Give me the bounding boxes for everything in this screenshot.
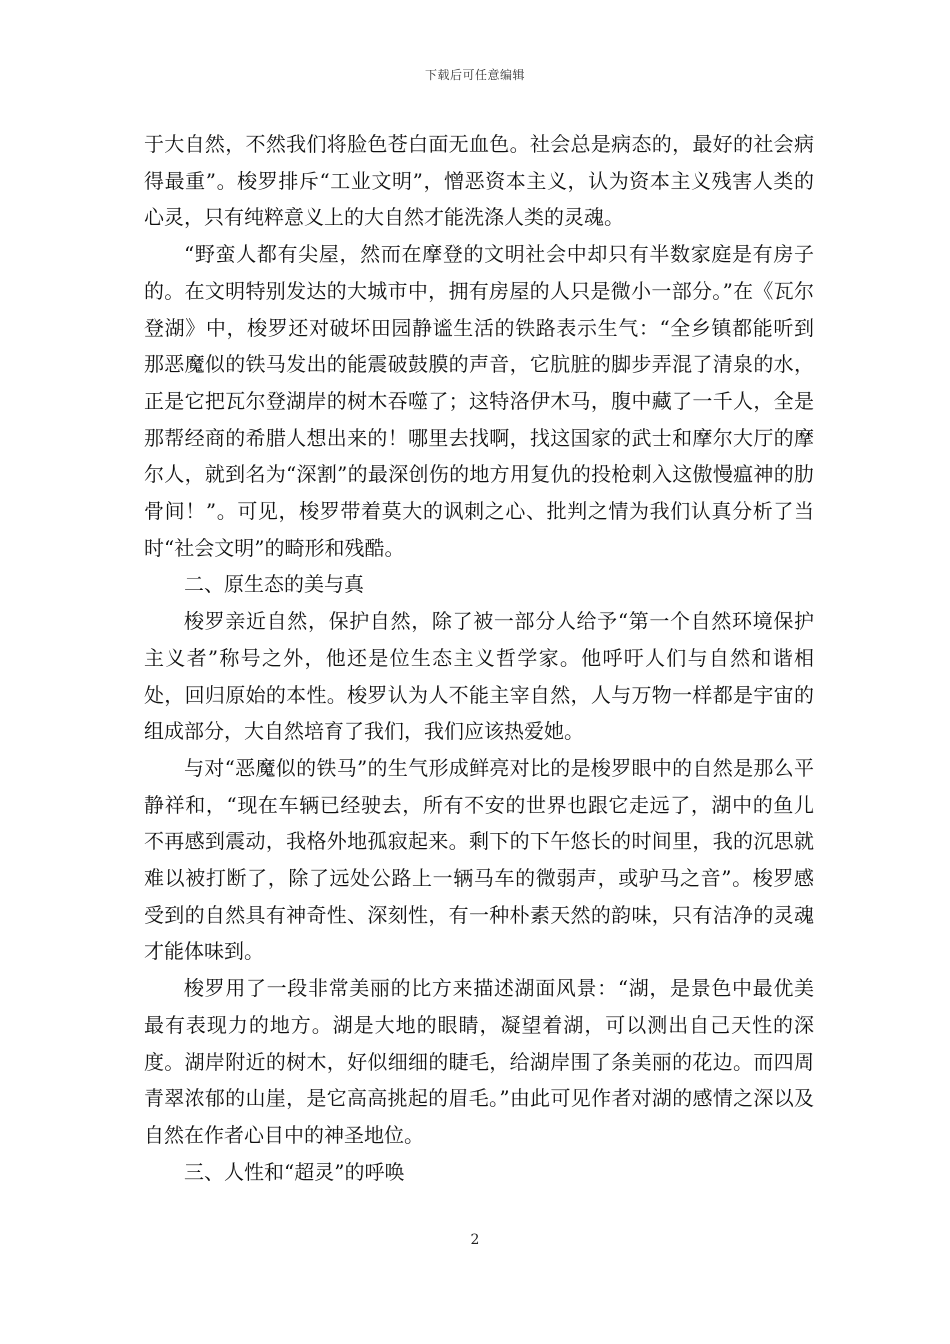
paragraph: “野蛮人都有尖屋，然而在摩登的文明社会中却只有半数家庭是有房子的。在文明特别发达的大城市中，拥有房屋的人只是微小一部分。”在《瓦尔登湖》中，梭罗还对破坏田园静谧生活的铁路表示生气：“全乡镇都能听到那恶魔似的铁马发出的能震破鼓膜的声音，它肮脏的脚步弄混了清泉的水，正是它把瓦尔登湖岸的树木吞噬了；这特洛伊木马，腹中藏了一千人，全是那帮经商的希腊人想出来的！哪里去找啊，找这国家的武士和摩尔大厅的摩尔人，就到名为“深割”的最深创伤的地方用复仇的投枪刺入这傲慢瘟神的肋骨间！”。可见，梭罗带着莫大的讽刺之心、批判之情为我们认真分析了当时“社会文明”的畸形和残酷。 [144,242,814,560]
page-number: 2 [470,1232,480,1248]
paragraph: 梭罗用了一段非常美丽的比方来描述湖面风景：“湖，是景色中最优美最有表现力的地方。湖是大地的眼睛，凝望着湖，可以测出自己天性的深度。湖岸附近的树木，好似细细的睫毛，给湖岸围了条美丽的花边。而四周青翠浓郁的山崖，是它高高挑起的眉毛。”由此可见作者对湖的感情之深以及自然在作者心目中的神圣地位。 [144,976,814,1147]
section-heading: 二、原生态的美与真 [184,572,364,597]
document-body [144,126,814,1190]
paragraph: 与对“恶魔似的铁马”的生气形成鲜亮对比的是梭罗眼中的自然是那么平静祥和，“现在车辆已经驶去，所有不安的世界也跟它走远了，湖中的鱼儿不再感到震动，我格外地孤寂起来。剩下的下午悠长的时间里，我的沉思就难以被打断了，除了远处公路上一辆马车的微弱声，或驴马之音”。梭罗感受到的自然具有神奇性、深刻性，有一种朴素天然的韵味，只有洁净的灵魂才能体味到。 [144,755,814,964]
paragraph-continuation: 于大自然，不然我们将脸色苍白面无血色。社会总是病态的，最好的社会病得最重”。梭罗排斥“工业文明”，憎恶资本主义，认为资本主义残害人类的心灵，只有纯粹意义上的大自然才能洗涤人类的灵魂。 [144,132,814,230]
section-heading: 三、人性和“超灵”的呼唤 [184,1159,405,1184]
page-header: 下载后可任意编辑 [424,68,525,82]
paragraph: 梭罗亲近自然，保护自然，除了被一部分人给予“第一个自然环境保护主义者”称号之外，他还是位生态主义哲学家。他呼吁人们与自然和谐相处，回归原始的本性。梭罗认为人不能主宰自然，人与万物一样都是宇宙的组成部分，大自然培育了我们，我们应该热爱她。 [144,609,814,744]
